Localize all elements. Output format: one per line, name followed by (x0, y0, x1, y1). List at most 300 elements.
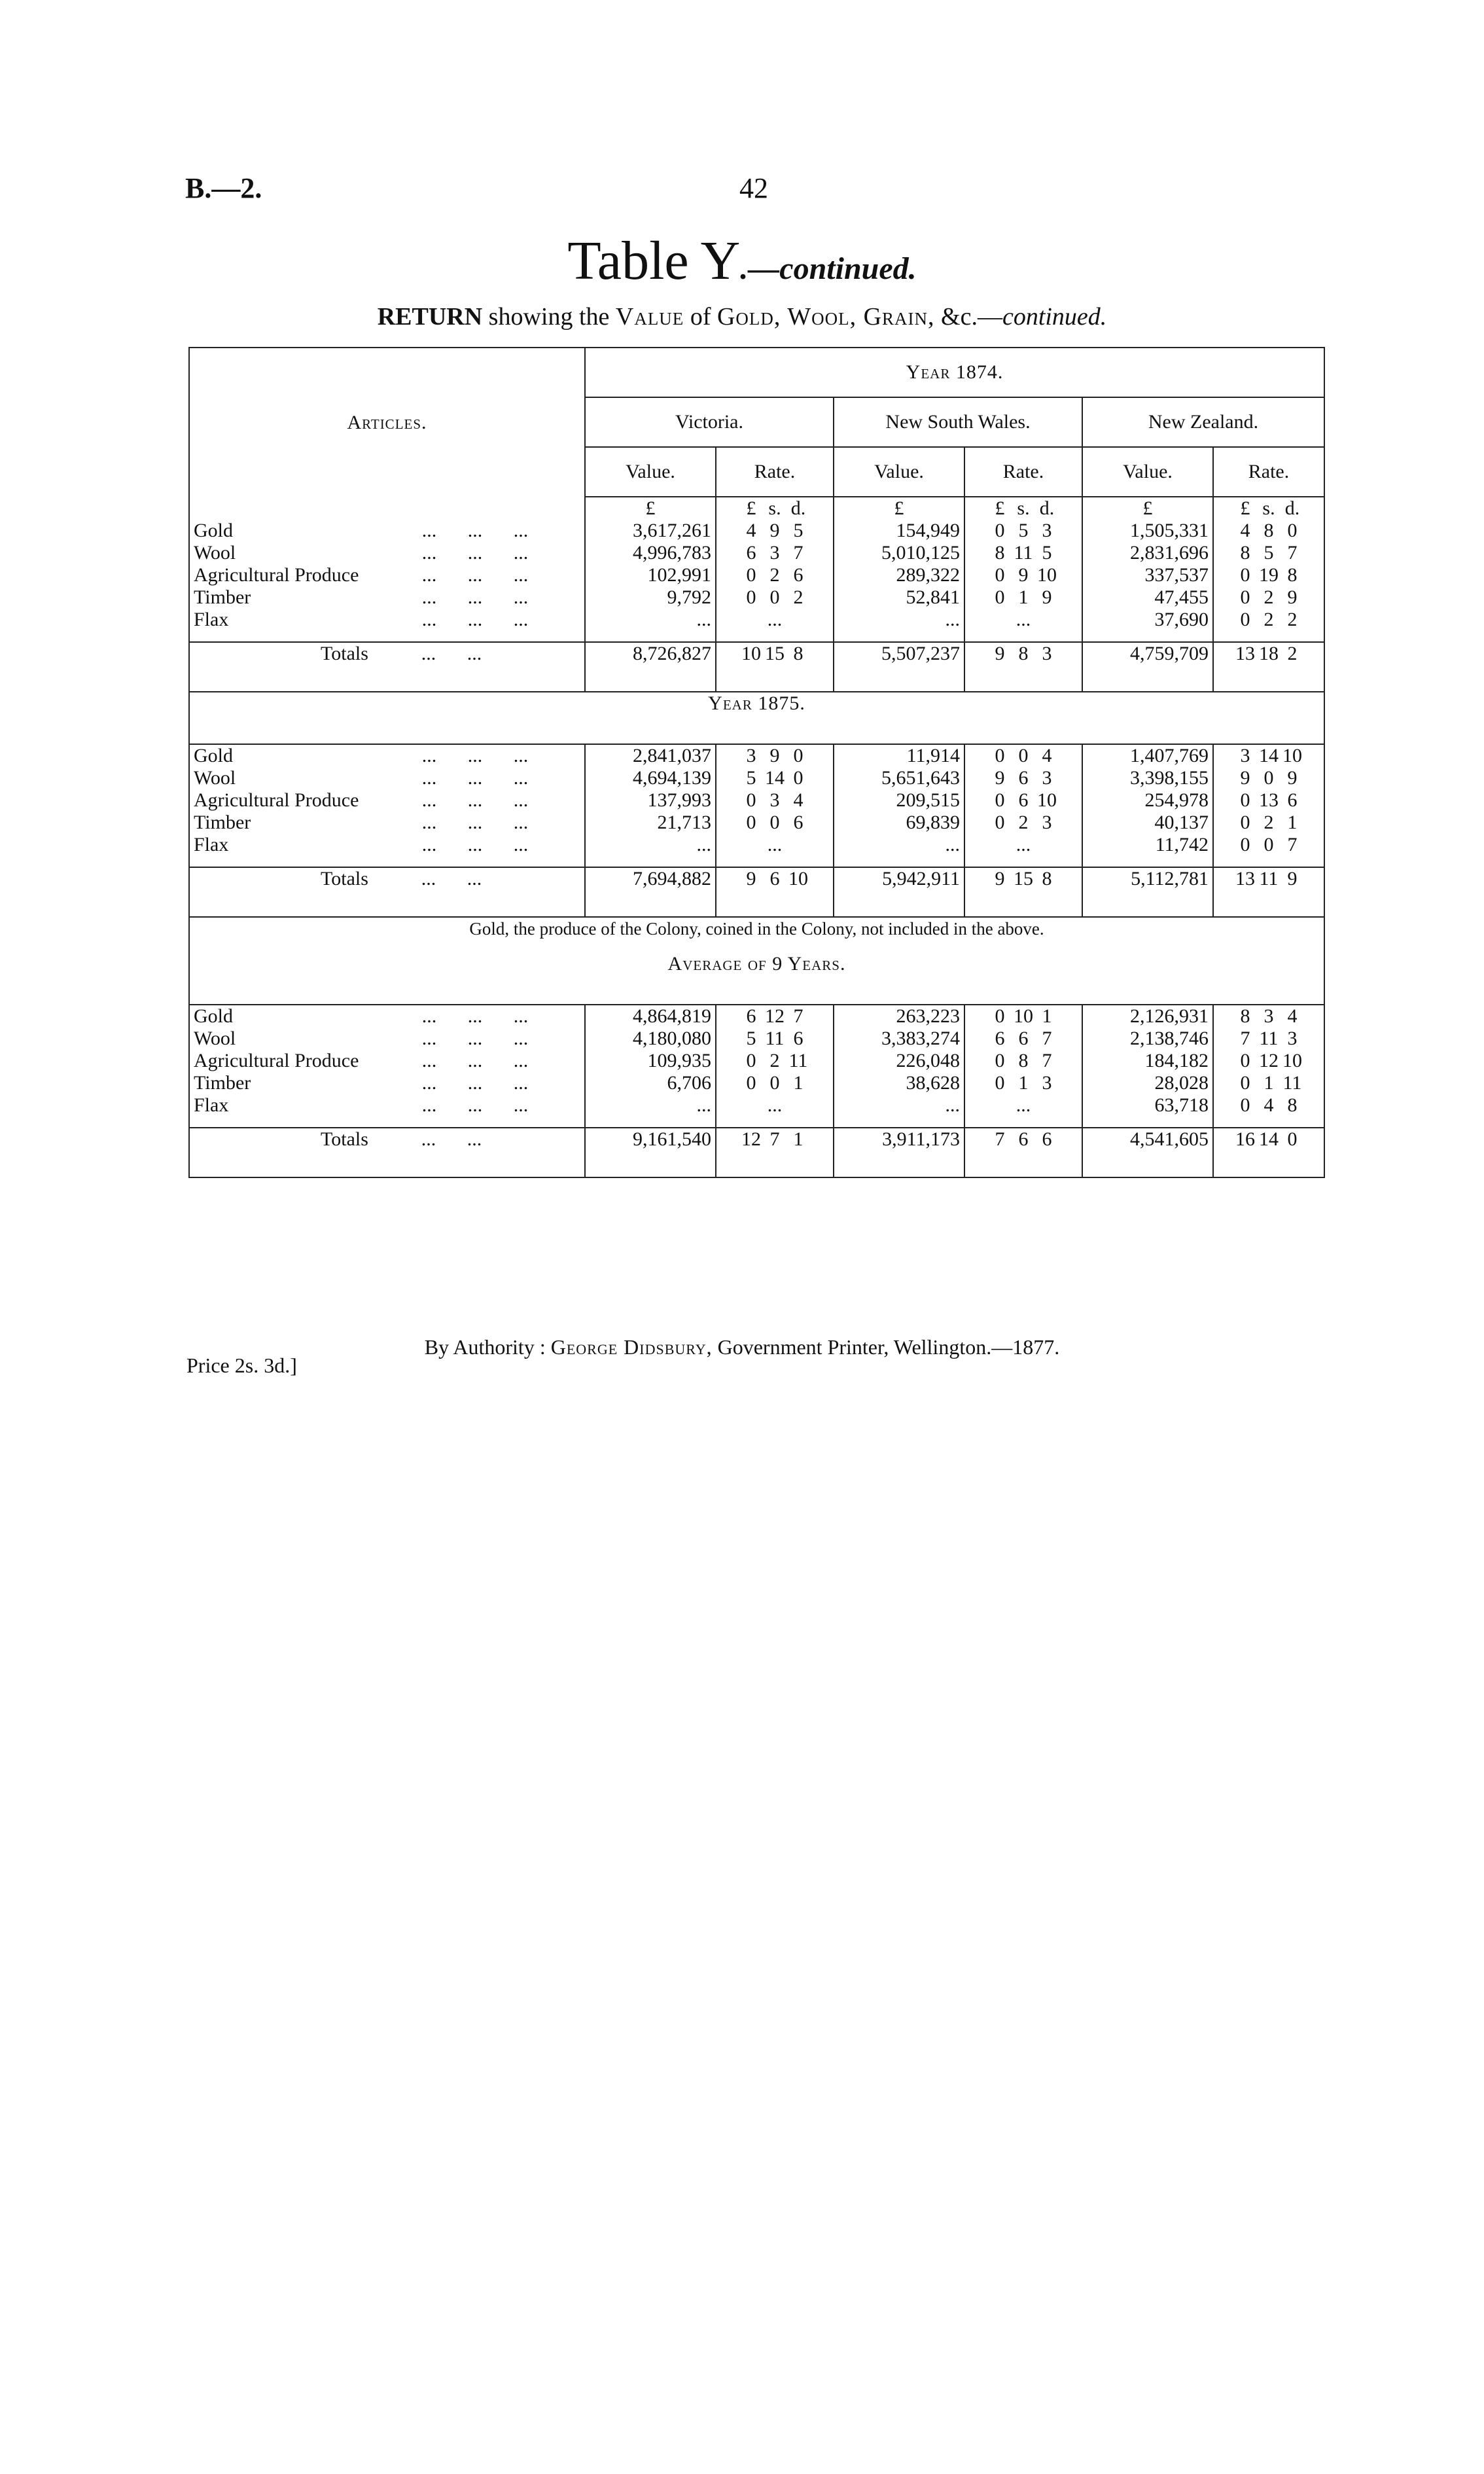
nz-rate (1213, 609, 1324, 631)
vic-rate-part: 12 (765, 1005, 785, 1027)
spacer-cell (1082, 1117, 1213, 1128)
vic-rate-part: 6 (746, 1005, 756, 1027)
table-row (189, 564, 1324, 586)
nsw-rate-part: 0 (1018, 745, 1029, 766)
table-row (189, 542, 1324, 564)
leader-dots: ... (421, 789, 437, 811)
nsw-rate-part: 8 (1018, 1050, 1029, 1071)
article-name: Wool (194, 542, 236, 564)
nsw-rate-part: 9 (995, 767, 1005, 789)
nz-rate (1213, 1050, 1324, 1072)
nsw-rate (964, 1005, 1082, 1028)
year-1875-label: Year 1875. (708, 692, 805, 714)
nsw-rate-part: 3 (1042, 812, 1052, 833)
spacer-cell (1082, 856, 1213, 867)
vic-rate-part: 2 (769, 1050, 780, 1071)
spacer-cell (1213, 631, 1324, 642)
subtitle-of: of (684, 303, 717, 331)
spacer-cell (189, 1117, 585, 1128)
leader-dots: ... (513, 586, 529, 608)
article-cell (189, 1028, 585, 1050)
leader-dots: ... (467, 834, 483, 855)
nz-rate-part: 2 (1287, 609, 1298, 630)
nz-rate-part: 4 (1240, 520, 1250, 541)
nz-rate-part: 9 (1287, 767, 1298, 789)
vic-pound-unit: £ (585, 497, 716, 520)
vic-rate-part: 7 (793, 1005, 804, 1027)
nsw-rate-part: 10 (1037, 789, 1057, 811)
nsw-rate-part: ... (1016, 834, 1031, 855)
leader-dots: ... (513, 520, 529, 541)
nz-rate-units (1213, 497, 1324, 520)
vic-rate-part: 11 (788, 1050, 808, 1071)
table-row (189, 586, 1324, 609)
nsw-rate-part: 7 (1042, 1028, 1052, 1049)
article-name: Flax (194, 1094, 229, 1116)
vic-rate (716, 1094, 834, 1117)
nsw-rate-part: 0 (995, 1050, 1005, 1071)
vic-total-rate-part: 6 (769, 868, 780, 889)
vic-rate-part: 0 (746, 586, 756, 608)
note-row (189, 917, 1324, 953)
vic-total-value: 9,161,540 (585, 1128, 716, 1177)
spacer-cell (585, 856, 716, 867)
leader-dots: ... (513, 1028, 529, 1049)
nz-total-rate-part: 13 (1235, 643, 1255, 664)
nsw-rate (964, 542, 1082, 564)
nsw-rate (964, 1028, 1082, 1050)
vic-rate-part: 3 (769, 542, 780, 564)
nsw-total-rate-part: 7 (995, 1128, 1005, 1150)
totals-label-cell (189, 1128, 585, 1177)
nsw-total-value: 3,911,173 (834, 1128, 964, 1177)
leader-dots: ... (513, 1072, 529, 1094)
articles-header-cell (189, 348, 585, 497)
nz-value: 1,407,769 (1082, 744, 1213, 767)
spacer-cell (716, 1117, 834, 1128)
nsw-rate-part: 1 (1042, 1005, 1052, 1027)
nsw-rate-part: 11 (1014, 542, 1033, 564)
nsw-rate-part: 0 (995, 745, 1005, 766)
nsw-rate (964, 609, 1082, 631)
leader-dots: ... (421, 812, 437, 833)
return-table (188, 347, 1325, 1178)
nz-rate (1213, 834, 1324, 856)
vic-rate (716, 1050, 834, 1072)
nz-rate-part: 12 (1259, 1050, 1279, 1071)
nsw-rate-part: 0 (995, 789, 1005, 811)
nz-rate-part: 10 (1282, 745, 1302, 766)
nsw-rate (964, 834, 1082, 856)
leader-dots: ... (421, 643, 436, 664)
spacer-cell (964, 1117, 1082, 1128)
year-1874-label: Year 1874. (906, 361, 1004, 383)
nsw-rate-part: 5 (1042, 542, 1052, 564)
vic-rate-units-part: s. (768, 497, 781, 519)
nz-total-rate-part: 13 (1235, 868, 1255, 889)
spacer-cell (834, 1117, 964, 1128)
vic-rate-part: 0 (769, 1072, 780, 1094)
nsw-total-rate-part: 8 (1042, 868, 1052, 889)
leader-dots: ... (467, 1072, 483, 1094)
nz-total-value: 4,541,605 (1082, 1128, 1213, 1177)
nz-rate-part: 6 (1287, 789, 1298, 811)
table-row (189, 1094, 1324, 1117)
spacer-cell (189, 631, 585, 642)
vic-rate-part: ... (767, 609, 783, 630)
nsw-rate-part: 0 (995, 564, 1005, 586)
nsw-rate-part: 1 (1018, 586, 1029, 608)
leader-dots: ... (421, 1050, 437, 1071)
nsw-header: New South Wales. (834, 397, 1082, 447)
leader-dots: ... (467, 745, 483, 766)
leader-dots: ... (467, 1128, 482, 1150)
nz-total-rate-part: 16 (1235, 1128, 1255, 1150)
table-row (189, 744, 1324, 767)
nsw-value: ... (834, 609, 964, 631)
nsw-value: 3,383,274 (834, 1028, 964, 1050)
leader-dots: ... (513, 834, 529, 855)
nz-rate-part: 8 (1287, 1094, 1298, 1116)
article-cell (189, 744, 585, 767)
nz-value: 184,182 (1082, 1050, 1213, 1072)
leader-dots: ... (421, 564, 437, 586)
nsw-rate-part: 0 (995, 520, 1005, 541)
nz-rate (1213, 1028, 1324, 1050)
leader-dots: ... (421, 767, 437, 789)
vic-value: 109,935 (585, 1050, 716, 1072)
nz-rate-part: 13 (1259, 789, 1279, 811)
leader-dots: ... (467, 812, 483, 833)
leader-dots: ... (421, 745, 437, 766)
nz-total-rate-part: 9 (1287, 868, 1298, 889)
nsw-total-rate-part: 8 (1018, 643, 1029, 664)
nsw-total-rate (964, 867, 1082, 917)
nz-rate-part: 7 (1287, 834, 1298, 855)
leader-dots: ... (513, 1094, 529, 1116)
nsw-total-rate-part: 9 (995, 868, 1005, 889)
vic-rate (716, 520, 834, 542)
nsw-rate-units-part: d. (1039, 497, 1055, 519)
leader-dots: ... (467, 1094, 483, 1116)
article-cell (189, 520, 585, 542)
nz-rate-part: 19 (1259, 564, 1279, 586)
year-1875-label-row (189, 692, 1324, 744)
leader-dots: ... (421, 1094, 437, 1116)
table-row (189, 1072, 1324, 1094)
nz-rate-part: 0 (1287, 520, 1298, 541)
leader-dots: ... (421, 542, 437, 564)
nsw-rate-part: 6 (1018, 789, 1029, 811)
nz-rate-part: 11 (1259, 1028, 1279, 1049)
article-cell (189, 834, 585, 856)
leader-dots: ... (421, 834, 437, 855)
nsw-rate-part: 4 (1042, 745, 1052, 766)
article-cell (189, 564, 585, 586)
nsw-rate-part: 9 (1018, 564, 1029, 586)
nz-header: New Zealand. (1082, 397, 1324, 447)
year-1874-header (585, 348, 1324, 397)
leader-dots: ... (467, 586, 483, 608)
nz-rate-part: 10 (1282, 1050, 1302, 1071)
leader-dots: ... (467, 609, 483, 630)
vic-rate-units-part: d. (790, 497, 806, 519)
nz-rate-part: 7 (1287, 542, 1298, 564)
article-cell (189, 1005, 585, 1028)
nsw-total-value: 5,942,911 (834, 867, 964, 917)
nsw-rate-part: 5 (1018, 520, 1029, 541)
leader-dots: ... (467, 1005, 483, 1027)
nz-rate-part: 0 (1240, 564, 1250, 586)
vic-rate-part: 5 (793, 520, 804, 541)
article-cell (189, 609, 585, 631)
article-name: Gold (194, 1005, 233, 1027)
vic-rate-part: 7 (793, 542, 804, 564)
totals-label-cell (189, 642, 585, 692)
nsw-rate (964, 1094, 1082, 1117)
spacer-cell (716, 856, 834, 867)
leader-dots: ... (421, 586, 437, 608)
nz-rate-part: 1 (1287, 812, 1298, 833)
nz-value: 2,126,931 (1082, 1005, 1213, 1028)
vic-rate (716, 834, 834, 856)
nsw-rate-part: 3 (1042, 1072, 1052, 1094)
nsw-rate-part: 7 (1042, 1050, 1052, 1071)
nz-value: 11,742 (1082, 834, 1213, 856)
vic-total-rate-part: 10 (741, 643, 761, 664)
nz-rate (1213, 542, 1324, 564)
nz-rate-part: 7 (1240, 1028, 1250, 1049)
article-name: Agricultural Produce (194, 789, 359, 811)
nsw-total-rate (964, 642, 1082, 692)
nz-rate-part: 5 (1263, 542, 1274, 564)
leader-dots: ... (421, 520, 437, 541)
vic-value: ... (585, 609, 716, 631)
article-cell (189, 586, 585, 609)
nsw-value-header: Value. (834, 447, 964, 497)
vic-value: 21,713 (585, 812, 716, 834)
nsw-rate-part: 0 (995, 812, 1005, 833)
title-main: Table Y (567, 230, 741, 291)
vic-rate (716, 767, 834, 789)
coinage-note: Gold, the produce of the Colony, coined in the Colony, not included in the above. (189, 917, 1324, 953)
totals-label: Totals (321, 643, 368, 664)
nsw-total-rate-part: 6 (1018, 1128, 1029, 1150)
article-name: Wool (194, 1028, 236, 1049)
leader-dots: ... (513, 767, 529, 789)
nz-rate (1213, 767, 1324, 789)
leader-dots: ... (467, 643, 482, 664)
vic-value: 4,864,819 (585, 1005, 716, 1028)
nz-rate-units-part: £ (1240, 497, 1250, 519)
article-cell (189, 789, 585, 812)
vic-rate-part: 0 (746, 1050, 756, 1071)
nsw-rate-part: 3 (1042, 767, 1052, 789)
leader-dots: ... (421, 1028, 437, 1049)
nsw-rate-part: 0 (995, 586, 1005, 608)
subtitle-etc: &c.— (934, 303, 1002, 331)
nsw-rate (964, 586, 1082, 609)
nz-rate-part: 9 (1287, 586, 1298, 608)
vic-rate-part: 6 (793, 812, 804, 833)
leader-dots: ... (421, 1128, 436, 1150)
vic-rate-units-part: £ (746, 497, 756, 519)
nz-rate-header: Rate. (1213, 447, 1324, 497)
vic-rate-part: 0 (769, 586, 780, 608)
totals-row (189, 642, 1324, 692)
nz-rate-part: 0 (1240, 586, 1250, 608)
nsw-rate-part: 6 (1018, 1028, 1029, 1049)
vic-total-rate-part: 7 (769, 1128, 780, 1150)
vic-value: 137,993 (585, 789, 716, 812)
nsw-value: 154,949 (834, 520, 964, 542)
printer-name: George Didsbury, (550, 1335, 713, 1359)
nz-rate-units-part: d. (1284, 497, 1300, 519)
nsw-rate (964, 1072, 1082, 1094)
currency-units-row (189, 497, 1324, 520)
vic-rate (716, 1005, 834, 1028)
nsw-value: 5,010,125 (834, 542, 964, 564)
nsw-rate-part: ... (1016, 1094, 1031, 1116)
nsw-rate (964, 520, 1082, 542)
spacer-cell (585, 631, 716, 642)
nsw-value: ... (834, 1094, 964, 1117)
vic-total-rate-part: 12 (741, 1128, 761, 1150)
nz-rate-part: 2 (1263, 586, 1274, 608)
leader-dots: ... (513, 609, 529, 630)
nsw-total-rate-part: 9 (995, 643, 1005, 664)
vic-rate (716, 744, 834, 767)
nsw-rate (964, 744, 1082, 767)
article-name: Timber (194, 586, 251, 608)
spacer-cell (716, 631, 834, 642)
table-row (189, 767, 1324, 789)
nz-rate-part: 14 (1259, 745, 1279, 766)
vic-rate-header: Rate. (716, 447, 834, 497)
vic-rate (716, 609, 834, 631)
vic-value: 4,996,783 (585, 542, 716, 564)
vic-rate-part: 0 (746, 812, 756, 833)
leader-dots: ... (467, 564, 483, 586)
nz-value: 40,137 (1082, 812, 1213, 834)
year-1875-label-cell (189, 692, 1324, 744)
table-row (189, 1050, 1324, 1072)
spacer-cell (1213, 1117, 1324, 1128)
spacer-cell (1213, 856, 1324, 867)
authority-suffix: Government Printer, Wellington.—1877. (712, 1335, 1060, 1359)
vic-rate-part: ... (767, 1094, 783, 1116)
table-row (189, 520, 1324, 542)
nz-rate-part: 8 (1240, 1005, 1250, 1027)
article-name: Timber (194, 1072, 251, 1094)
nz-total-value: 4,759,709 (1082, 642, 1213, 692)
nsw-rate-part: 10 (1014, 1005, 1033, 1027)
nz-rate-part: 4 (1263, 1094, 1274, 1116)
nz-rate-part: 2 (1263, 609, 1274, 630)
return-table-body (189, 348, 1324, 1177)
vic-rate-part: 4 (746, 520, 756, 541)
spacer-cell (834, 856, 964, 867)
nz-value: 254,978 (1082, 789, 1213, 812)
vic-total-rate-part: 15 (765, 643, 785, 664)
vic-value: 102,991 (585, 564, 716, 586)
article-name: Flax (194, 609, 229, 630)
leader-dots: ... (467, 789, 483, 811)
nz-rate-units-part: s. (1262, 497, 1275, 519)
nsw-total-rate-part: 6 (1042, 1128, 1052, 1150)
nsw-value: 52,841 (834, 586, 964, 609)
nsw-rate (964, 1050, 1082, 1072)
spacer-row (189, 631, 1324, 642)
table-row (189, 812, 1324, 834)
authority-prefix: By Authority : (424, 1335, 551, 1359)
vic-total-rate-part: 9 (746, 868, 756, 889)
nsw-value: 69,839 (834, 812, 964, 834)
nz-rate-part: 8 (1287, 564, 1298, 586)
title-suffix: .—continued. (740, 251, 917, 286)
nz-rate (1213, 1005, 1324, 1028)
vic-total-rate (716, 642, 834, 692)
leader-dots: ... (467, 868, 482, 889)
vic-rate-part: 3 (769, 789, 780, 811)
vic-rate-part: 0 (746, 564, 756, 586)
vic-value: 6,706 (585, 1072, 716, 1094)
article-cell (189, 812, 585, 834)
nz-rate (1213, 789, 1324, 812)
vic-rate-part: 6 (793, 564, 804, 586)
nz-value: 2,831,696 (1082, 542, 1213, 564)
nz-rate (1213, 586, 1324, 609)
nz-total-rate (1213, 867, 1324, 917)
leader-dots: ... (513, 1050, 529, 1071)
units-spacer (189, 497, 585, 520)
nsw-rate-part: 6 (1018, 767, 1029, 789)
nz-rate (1213, 520, 1324, 542)
nz-rate-part: 2 (1263, 812, 1274, 833)
leader-dots: ... (513, 789, 529, 811)
nz-rate-part: 0 (1240, 609, 1250, 630)
nz-rate-part: 0 (1240, 1072, 1250, 1094)
nz-rate-part: 4 (1287, 1005, 1298, 1027)
vic-rate-part: 9 (769, 745, 780, 766)
leader-dots: ... (467, 520, 483, 541)
nsw-rate (964, 767, 1082, 789)
nz-value: 3,398,155 (1082, 767, 1213, 789)
vic-rate-units (716, 497, 834, 520)
vic-rate-part: 3 (746, 745, 756, 766)
nsw-value: 289,322 (834, 564, 964, 586)
nz-rate-part: 0 (1263, 834, 1274, 855)
nz-rate-part: 9 (1240, 767, 1250, 789)
vic-value: 3,617,261 (585, 520, 716, 542)
totals-label: Totals (321, 868, 368, 889)
subtitle-value: Value (615, 303, 684, 331)
nsw-rate-units-part: £ (995, 497, 1005, 519)
spacer-cell (964, 856, 1082, 867)
leader-dots: ... (421, 609, 437, 630)
nsw-rate-header: Rate. (964, 447, 1082, 497)
spacer-cell (189, 856, 585, 867)
vic-rate-part: 0 (793, 745, 804, 766)
table-row (189, 834, 1324, 856)
nz-total-rate-part: 0 (1287, 1128, 1298, 1150)
vic-value: ... (585, 1094, 716, 1117)
article-cell (189, 1072, 585, 1094)
subtitle-return: RETURN (377, 303, 483, 331)
nz-value: 337,537 (1082, 564, 1213, 586)
article-name: Gold (194, 520, 233, 541)
average-label: Average of 9 Years. (667, 953, 846, 975)
